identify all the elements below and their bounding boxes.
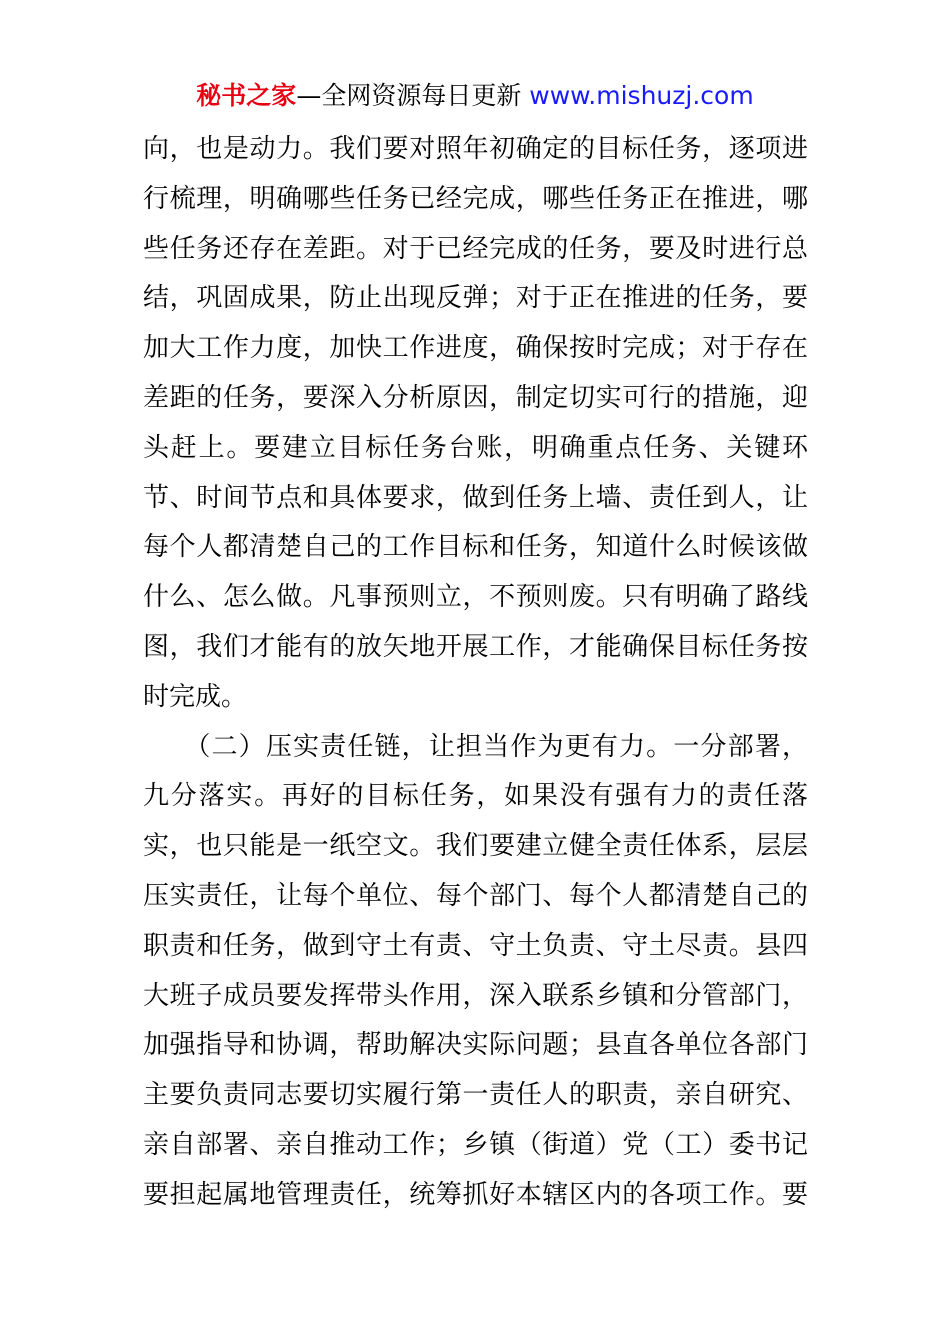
text-line: 头赶上。要建立目标任务台账，明确重点任务、关键环	[143, 432, 808, 463]
text-line: 九分落实。再好的目标任务，如果没有强有力的责任落	[143, 781, 808, 812]
text-line: 压实责任，让每个单位、每个部门、每个人都清楚自己的	[143, 880, 808, 911]
site-header	[0, 78, 950, 114]
text-line: 要担起属地管理责任，统筹抓好本辖区内的各项工作。要	[143, 1179, 808, 1210]
text-line: 向，也是动力。我们要对照年初确定的目标任务，逐项进	[143, 134, 808, 164]
site-url-link[interactable]: www.mishuzj.com	[529, 81, 754, 110]
text-line: 节、时间节点和具体要求，做到任务上墙、责任到人，让	[143, 482, 808, 513]
paragraph-end-line: 时完成。	[143, 681, 248, 712]
site-tagline: —全网资源每日更新	[296, 81, 530, 110]
text-line: 大班子成员要发挥带头作用，深入联系乡镇和分管部门，	[143, 980, 808, 1011]
text-line: 行梳理，明确哪些任务已经完成，哪些任务正在推进，哪	[143, 183, 808, 214]
text-line: 每个人都清楚自己的工作目标和任务，知道什么时候该做	[143, 532, 808, 563]
text-line: 图，我们才能有的放矢地开展工作，才能确保目标任务按	[143, 631, 808, 662]
section-heading-line: （二）压实责任链，让担当作为更有力。一分部署，	[143, 731, 808, 762]
text-line: 差距的任务，要深入分析原因，制定切实可行的措施，迎	[143, 382, 808, 413]
text-line: 什么、怎么做。凡事预则立，不预则废。只有明确了路线	[143, 582, 808, 613]
text-line: 加大工作力度，加快工作进度，确保按时完成；对于存在	[143, 333, 808, 364]
text-line: 实，也只能是一纸空文。我们要建立健全责任体系，层层	[143, 831, 808, 862]
text-line: 亲自部署、亲自推动工作；乡镇（街道）党（工）委书记	[143, 1129, 808, 1160]
text-line: 结，巩固成果，防止出现反弹；对于正在推进的任务，要	[143, 283, 808, 314]
text-line: 些任务还存在差距。对于已经完成的任务，要及时进行总	[143, 233, 808, 264]
text-line: 主要负责同志要切实履行第一责任人的职责，亲自研究、	[143, 1080, 808, 1111]
site-brand: 秘书之家	[196, 81, 297, 110]
text-line: 职责和任务，做到守土有责、守土负责、守土尽责。县四	[143, 930, 808, 961]
document-body	[143, 125, 808, 1221]
text-line: 加强指导和协调，帮助解决实际问题；县直各单位各部门	[143, 1030, 808, 1061]
